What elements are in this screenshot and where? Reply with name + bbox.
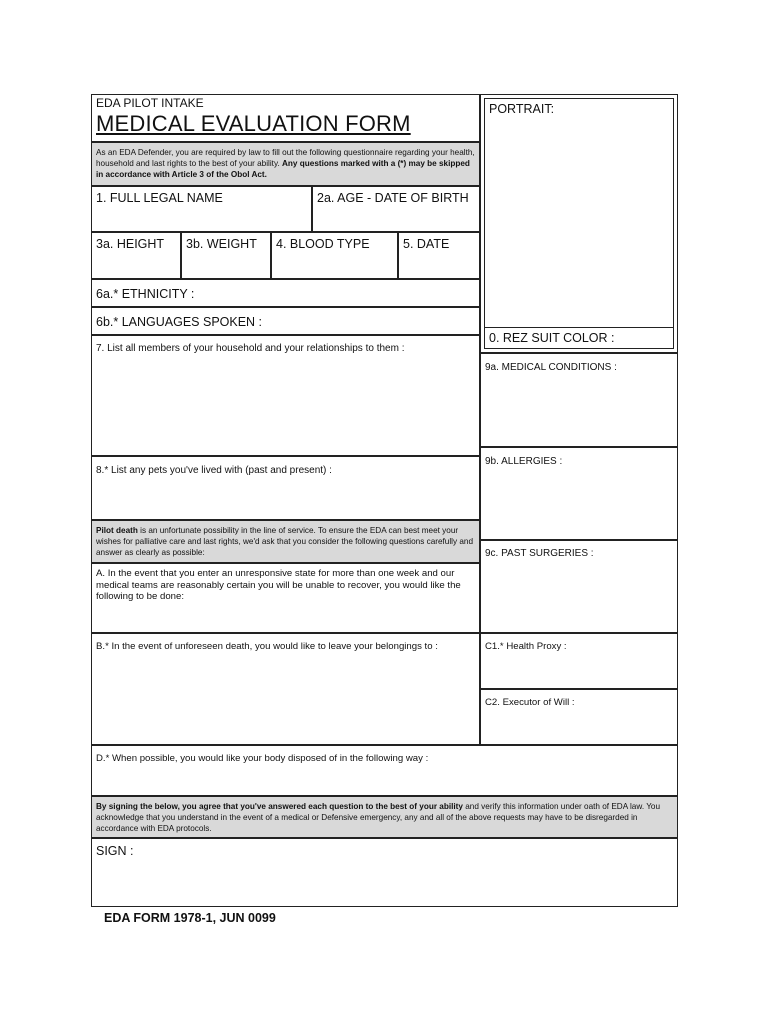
pets-field[interactable] xyxy=(91,456,480,520)
intro-notice xyxy=(91,142,480,186)
blood-type-field[interactable] xyxy=(271,232,398,279)
agreement-bold-text: By signing the below, you agree that you've answered each question to the best of your ability xyxy=(96,802,463,811)
agreement-text: and verify this information under oath of EDA law. You acknowledge that you understand in the event of a medical or Defensive emergency, any and all of the above requests may have to be disregarded in accordance with EDA protocols. xyxy=(96,802,661,833)
languages-label: 6b.* LANGUAGES SPOKEN : xyxy=(96,315,263,329)
agreement-notice xyxy=(91,796,678,838)
belongings-field[interactable] xyxy=(91,633,480,745)
executor-field[interactable] xyxy=(480,689,678,745)
medical-conditions-label: 9a. MEDICAL CONDITIONS : xyxy=(485,362,617,373)
full-name-label: 1. FULL LEGAL NAME xyxy=(96,191,223,205)
languages-field[interactable] xyxy=(91,307,480,335)
intro-text: As an EDA Defender, you are required by law to fill out the following questionnaire regarding your health, household and last rights to the best of your ability. xyxy=(96,148,475,168)
past-surgeries-label: 9c. PAST SURGERIES : xyxy=(485,548,594,559)
weight-label: 3b. WEIGHT xyxy=(186,237,257,251)
age-dob-field[interactable] xyxy=(312,186,480,232)
height-field[interactable] xyxy=(91,232,181,279)
weight-field[interactable] xyxy=(181,232,271,279)
portrait-label: PORTRAIT: xyxy=(489,102,555,116)
rez-suit-color-field[interactable] xyxy=(484,327,674,349)
health-proxy-label: C1.* Health Proxy : xyxy=(485,641,567,652)
height-label: 3a. HEIGHT xyxy=(96,237,165,251)
blood-type-label: 4. BLOOD TYPE xyxy=(276,237,370,251)
household-label: 7. List all members of your household and your relationships to them : xyxy=(96,343,405,354)
body-disposal-field[interactable] xyxy=(91,745,678,796)
portrait-box[interactable] xyxy=(484,98,674,328)
health-proxy-field[interactable] xyxy=(480,633,678,689)
full-name-field[interactable] xyxy=(91,186,312,232)
form-pretitle: EDA PILOT INTAKE xyxy=(96,96,204,110)
executor-label: C2. Executor of Will : xyxy=(485,697,575,708)
unresponsive-field[interactable] xyxy=(91,563,480,633)
body-disposal-label: D.* When possible, you would like your body disposed of in the following way : xyxy=(96,753,429,764)
sign-field[interactable] xyxy=(91,838,678,907)
household-field[interactable] xyxy=(91,335,480,456)
belongings-label: B.* In the event of unforeseen death, you would like to leave your belongings to : xyxy=(96,641,438,652)
age-dob-label: 2a. AGE - DATE OF BIRTH xyxy=(317,191,469,205)
intro-bold-text: Any questions marked with a (*) may be skipped in accordance with Article 3 of the Obol Act. xyxy=(96,159,470,179)
form-title: MEDICAL EVALUATION FORM xyxy=(96,111,411,136)
past-surgeries-field[interactable] xyxy=(480,540,678,633)
pilot-death-text: is an unfortunate possibility in the line of service. To ensure the EDA can best meet your wishes for palliative care and last rights, we'd ask that you consider the following questions carefully and answer as clearly as possible: xyxy=(96,526,474,557)
pets-label: 8.* List any pets you've lived with (past and present) : xyxy=(96,465,332,476)
rez-suit-color-label: 0. REZ SUIT COLOR : xyxy=(489,331,615,345)
sign-label: SIGN : xyxy=(96,844,134,858)
pilot-death-notice xyxy=(91,520,480,563)
header-block xyxy=(91,94,480,142)
unresponsive-label: A. In the event that you enter an unresponsive state for more than one week and our medical teams are reasonably certain you will be unable to recover, you would like the following to be done: xyxy=(96,568,461,602)
ethnicity-label: 6a.* ETHNICITY : xyxy=(96,287,195,301)
date-label: 5. DATE xyxy=(403,237,450,251)
medical-conditions-field[interactable] xyxy=(480,353,678,447)
allergies-field[interactable] xyxy=(480,447,678,540)
allergies-label: 9b. ALLERGIES : xyxy=(485,456,563,467)
date-field[interactable] xyxy=(398,232,480,279)
ethnicity-field[interactable] xyxy=(91,279,480,307)
form-id: EDA FORM 1978-1, JUN 0099 xyxy=(104,911,276,925)
pilot-death-bold-text: Pilot death xyxy=(96,526,138,535)
